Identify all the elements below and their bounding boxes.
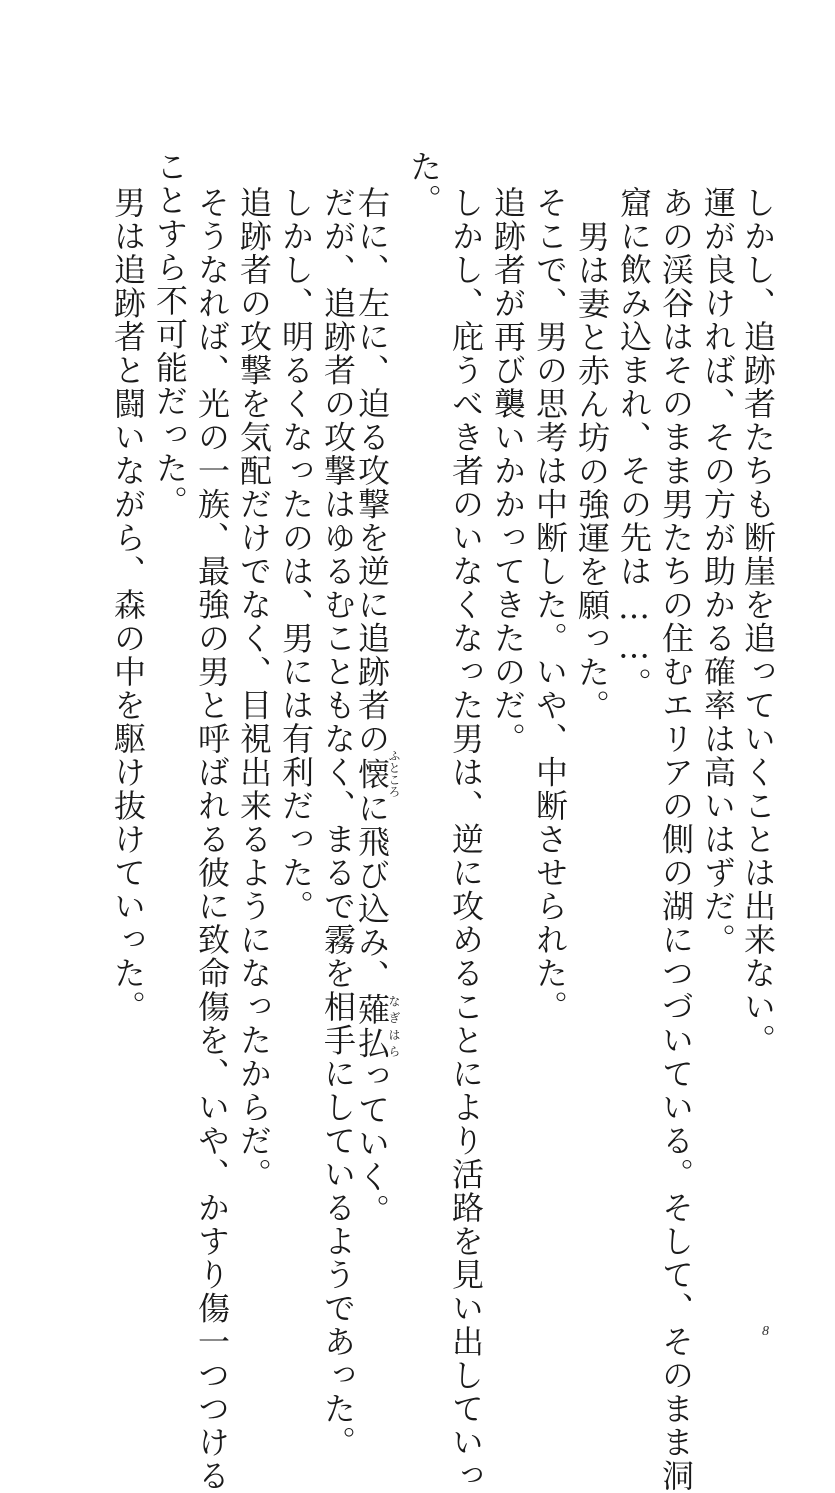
text-line-9: た。	[405, 150, 443, 217]
text-line-5: 男は妻と赤ん坊の強運を願った。	[573, 220, 611, 723]
text-line-10	[353, 186, 401, 1306]
text-line-2: 運が良ければ、その方が助かる確率は高いはずだ。	[699, 186, 737, 957]
text-line-10-part-3: っていく。	[353, 1059, 391, 1227]
text-line-4: 窟に飲み込まれ、その先は……。	[615, 186, 653, 701]
page-number: 8	[762, 1324, 769, 1339]
ruby-futokoro-reading: ふところ	[387, 749, 401, 798]
ruby-futokoro-base: 懐	[353, 749, 391, 798]
text-line-13: 追跡者の攻撃を気配だけでなく、目視出来るようになったからだ。	[235, 186, 273, 1191]
text-line-10-part-2: に飛び込み、	[353, 791, 391, 993]
text-line-11: だが、追跡者の攻撃はゆるむこともなく、まるで霧を相手にしているようであった。	[319, 186, 357, 1459]
text-line-3: あの渓谷はそのまま男たちの住むエリアの側の湖につづいている。そして、そのまま洞	[657, 186, 695, 1493]
ruby-nagiharai	[353, 992, 401, 1060]
text-line-7: 追跡者が再び襲いかかってきたのだ。	[489, 186, 527, 756]
ruby-nagiharai-base: 薙払	[353, 992, 391, 1060]
text-line-12: しかし、明るくなったのは、男には有利だった。	[277, 186, 315, 923]
ruby-nagiharai-reading: なぎはら	[387, 992, 401, 1060]
text-line-14: そうなれば、光の一族、最強の男と呼ばれる彼に致命傷を、いや、かすり傷一つつける	[193, 186, 231, 1493]
ruby-futokoro	[353, 749, 401, 798]
text-line-8: しかし、庇うべき者のいなくなった男は、逆に攻めることにより活路を見い出していっ	[447, 186, 485, 1493]
text-line-10-part-1: 右に、左に、迫る攻撃を逆に追跡者の	[353, 186, 391, 756]
text-line-6: そこで、男の思考は中断した。いや、中断させられた。	[531, 186, 569, 1024]
text-line-15: ことすら不可能だった。	[151, 150, 189, 519]
text-line-1: しかし、追跡者たちも断崖を追っていくことは出来ない。	[739, 186, 777, 1057]
text-line-16: 男は追跡者と闘いながら、森の中を駆け抜けていった。	[109, 186, 147, 1024]
